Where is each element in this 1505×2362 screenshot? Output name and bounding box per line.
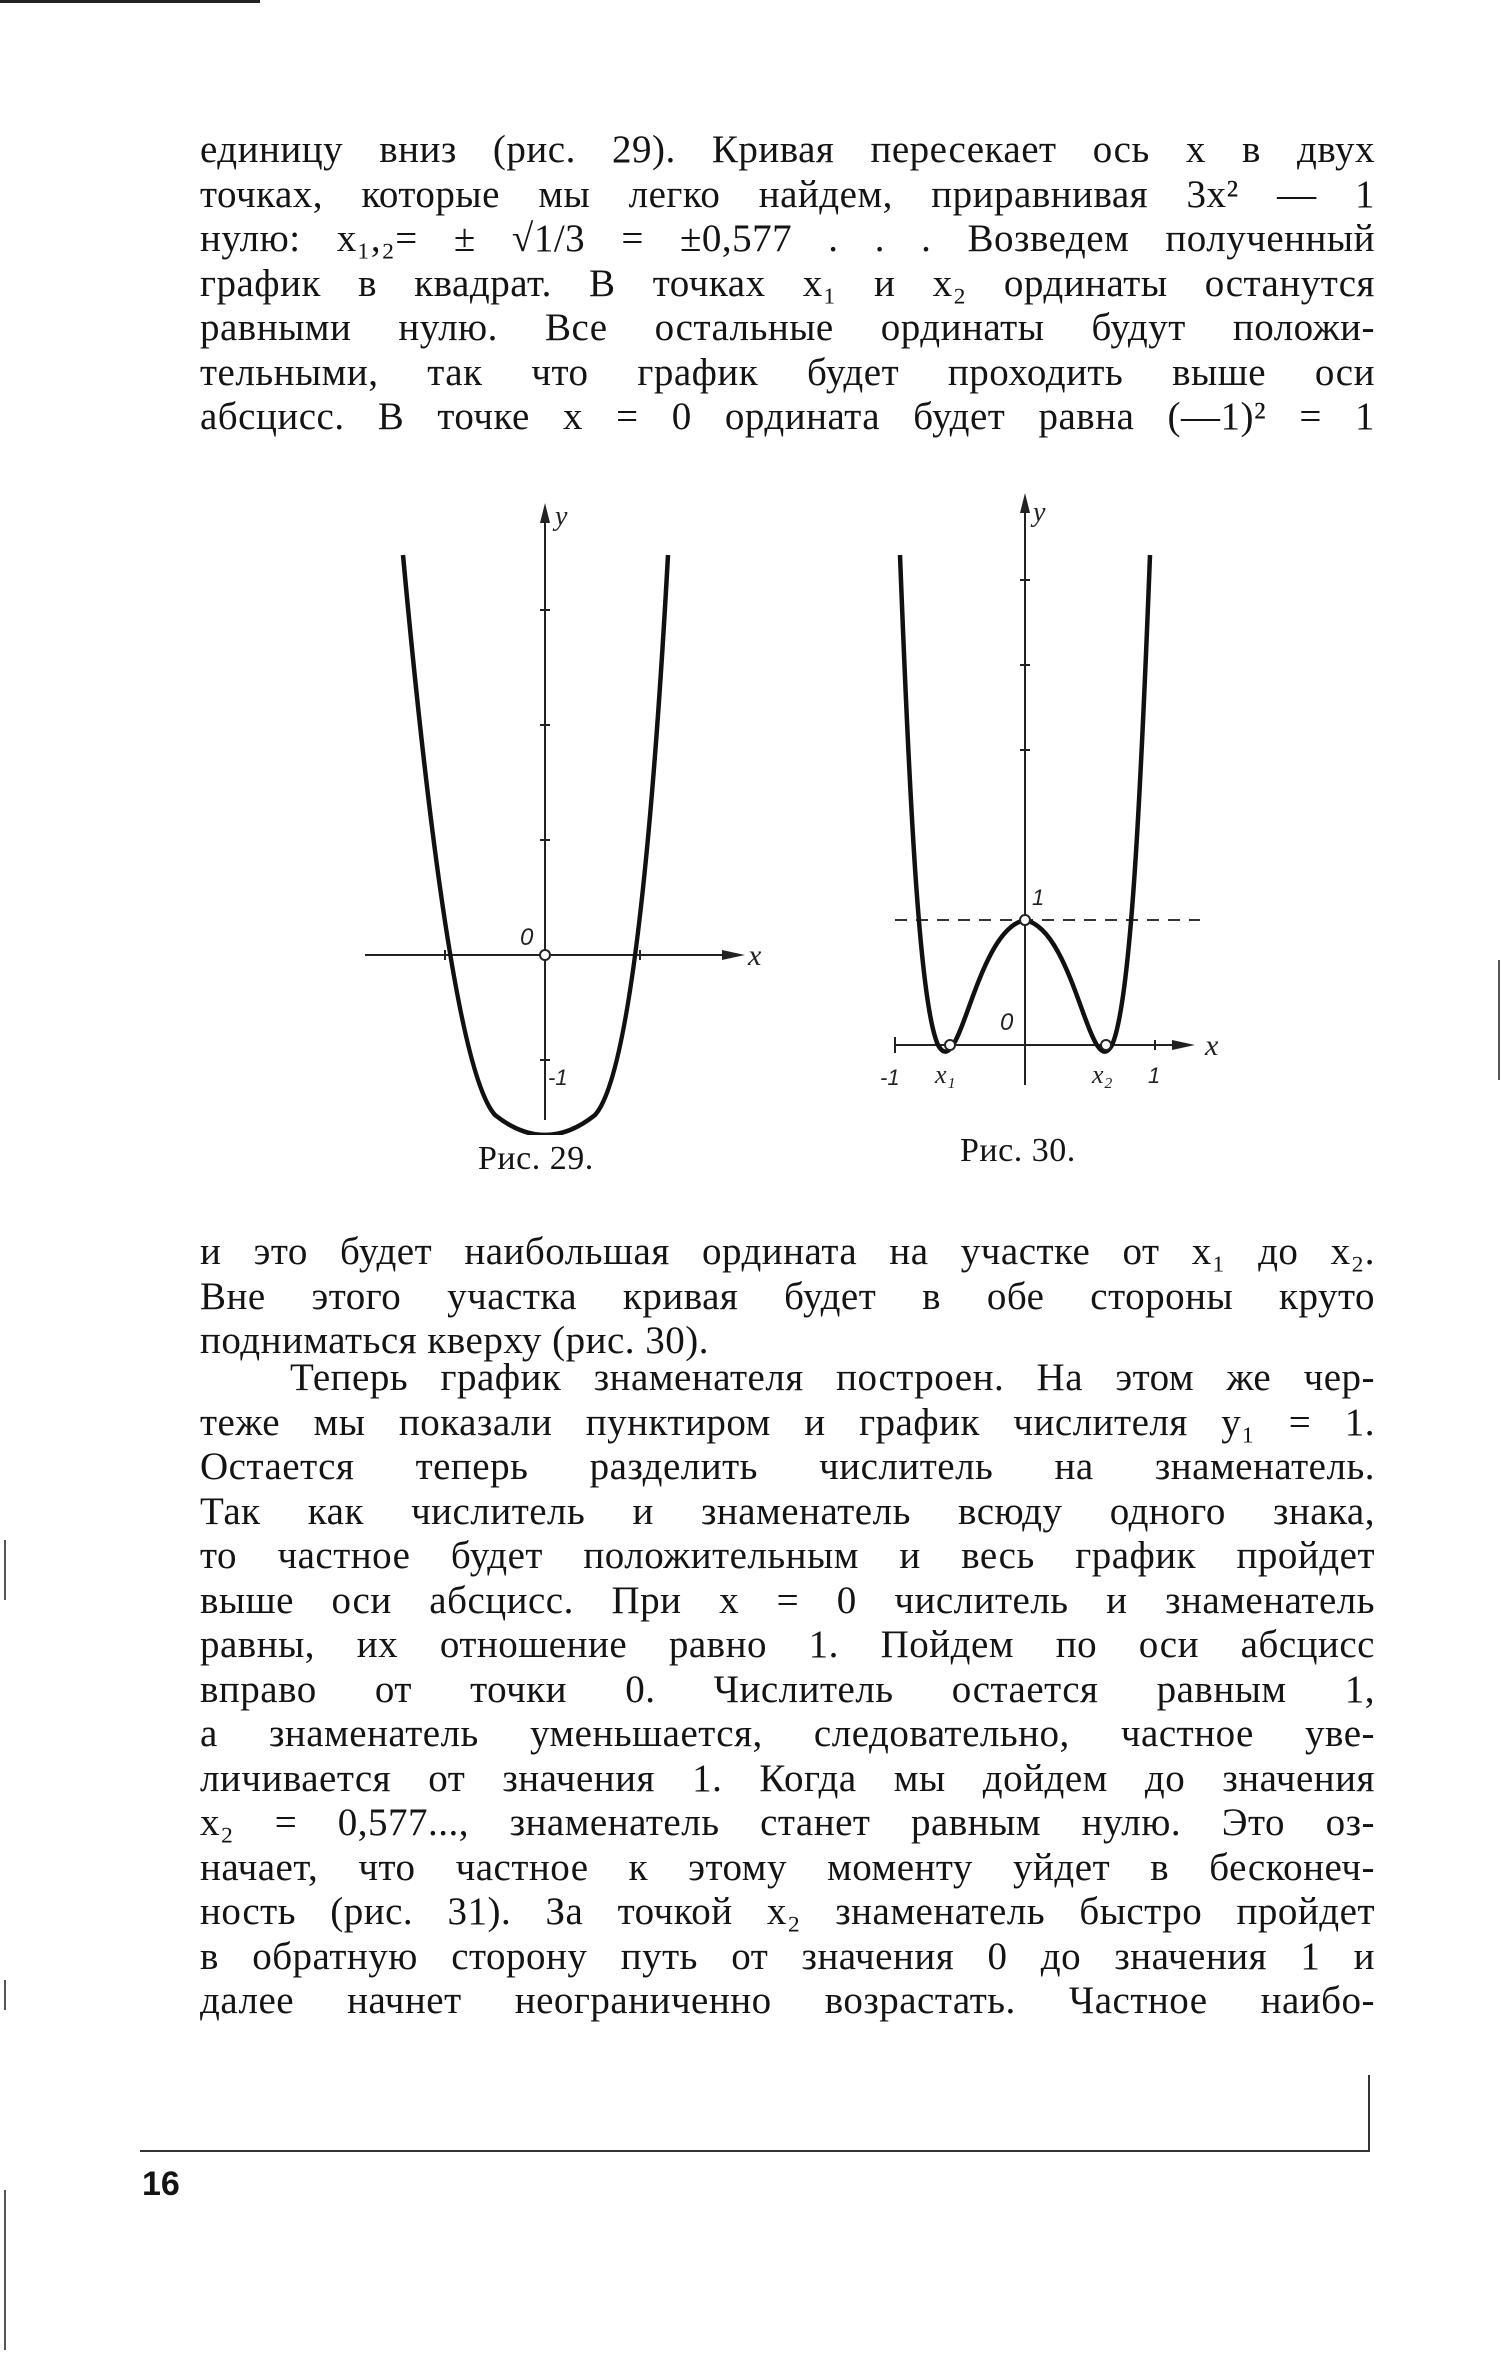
x-axis-arrow: [1172, 1040, 1195, 1050]
text-line: и это будет наибольшая ордината на участке от x₁ до x₂.: [200, 1230, 1375, 1273]
y-axis-label: y: [555, 501, 568, 532]
page-edge: [0, 0, 260, 3]
x-axis-arrow: [722, 950, 745, 960]
text-line: Так как числитель и знаменатель всюду одного знака,: [200, 1489, 1375, 1533]
vertex-label: -1: [548, 1065, 568, 1090]
text-line: единицу вниз (рис. 29). Кривая пересекает ось x в двух: [200, 128, 1375, 171]
margin-mark: [4, 1540, 6, 1600]
margin-mark: [4, 1980, 6, 2010]
text-line: равны, их отношение равно 1. Пойдем по оси абсцисс: [200, 1623, 1375, 1666]
y-axis-arrow: [1020, 493, 1030, 513]
x2-label: x₂: [1092, 1060, 1113, 1089]
text-line: абсцисс. В точке x = 0 ордината будет равна (—1)² = 1: [200, 395, 1375, 438]
text-line: график в квадрат. В точках x₁ и x₂ ординаты останутся: [200, 261, 1375, 305]
text-line: нулю: x₁,₂= ± √1/3 = ±0,577 . . . Возведем полученный: [200, 217, 1375, 260]
margin-mark: [1498, 960, 1500, 1080]
top-paragraph: [200, 128, 1375, 440]
x-axis-label: x: [1205, 1029, 1219, 1062]
text-line: равными нулю. Все остальные ординаты будут положи-: [200, 306, 1375, 349]
text-line: ность (рис. 31). За точкой x₂ знаменатель быстро пройдет: [200, 1890, 1375, 1933]
text-line: далее начнет неограниченно возрастать. Частное наибо-: [200, 1979, 1375, 2022]
text-line: начает, что частное к этому моменту уйдет в бесконеч-: [200, 1845, 1375, 1889]
text-line: Вне этого участка кривая будет в обе стороны круто: [200, 1274, 1375, 1318]
text-line: тельными, так что график будет проходить выше оси: [200, 350, 1375, 394]
x2-point: [1101, 1040, 1111, 1050]
text-line: а знаменатель уменьшается, следовательно, частное уве-: [200, 1712, 1375, 1755]
x-axis-label: x: [748, 939, 762, 972]
bottom-paragraph: [200, 1356, 1375, 2024]
figure-29-parabola: [350, 495, 770, 1135]
x1-point: [945, 1040, 955, 1050]
middle-paragraph: [200, 1230, 1375, 1364]
figure-30-squared-curve: [870, 485, 1290, 1105]
footer-mark: [1368, 2075, 1370, 2151]
text-line: вправо от точки 0. Числитель остается равным 1,: [200, 1667, 1375, 1711]
origin-point: [540, 950, 550, 960]
page-number: 16: [142, 2165, 180, 2203]
y-axis-label: y: [1033, 497, 1046, 528]
text-line: выше оси абсцисс. При x = 0 числитель и знаменатель: [200, 1578, 1375, 1622]
text-line: Остается теперь разделить числитель на знаменатель.: [200, 1445, 1375, 1488]
margin-mark: [4, 2190, 6, 2350]
text-line: подниматься кверху (рис. 30).: [200, 1319, 709, 1362]
text-line: точках, которые мы легко найдем, приравнивая 3x² — 1: [200, 172, 1375, 216]
origin-label: 0: [1000, 1009, 1014, 1036]
parabola-curve: [403, 555, 668, 1135]
text-line: теже мы показали пунктиром и график числителя y₁ = 1.: [200, 1400, 1375, 1444]
figure-30-caption: Рис. 30.: [960, 1132, 1076, 1169]
text-line: то частное будет положительным и весь график пройдет: [200, 1534, 1375, 1577]
y-axis-arrow: [540, 503, 550, 523]
footer-rule: [140, 2150, 1370, 2152]
peak-label: 1: [1032, 885, 1045, 910]
figure-29-caption: Рис. 29.: [478, 1140, 594, 1177]
x1-label: x₁: [935, 1060, 956, 1089]
text-line: Теперь график знаменателя построен. На этом же чер-: [290, 1356, 1375, 1399]
x-neg-one-label: -1: [880, 1065, 900, 1090]
x-one-label: 1: [1148, 1063, 1161, 1088]
text-line: в обратную сторону путь от значения 0 до значения 1 и: [200, 1934, 1375, 1978]
peak-point: [1020, 915, 1030, 925]
text-line: x₂ = 0,577..., знаменатель станет равным нулю. Это оз-: [200, 1801, 1375, 1844]
text-line: личивается от значения 1. Когда мы дойдем до значения: [200, 1756, 1375, 1800]
origin-label: 0: [520, 924, 534, 951]
